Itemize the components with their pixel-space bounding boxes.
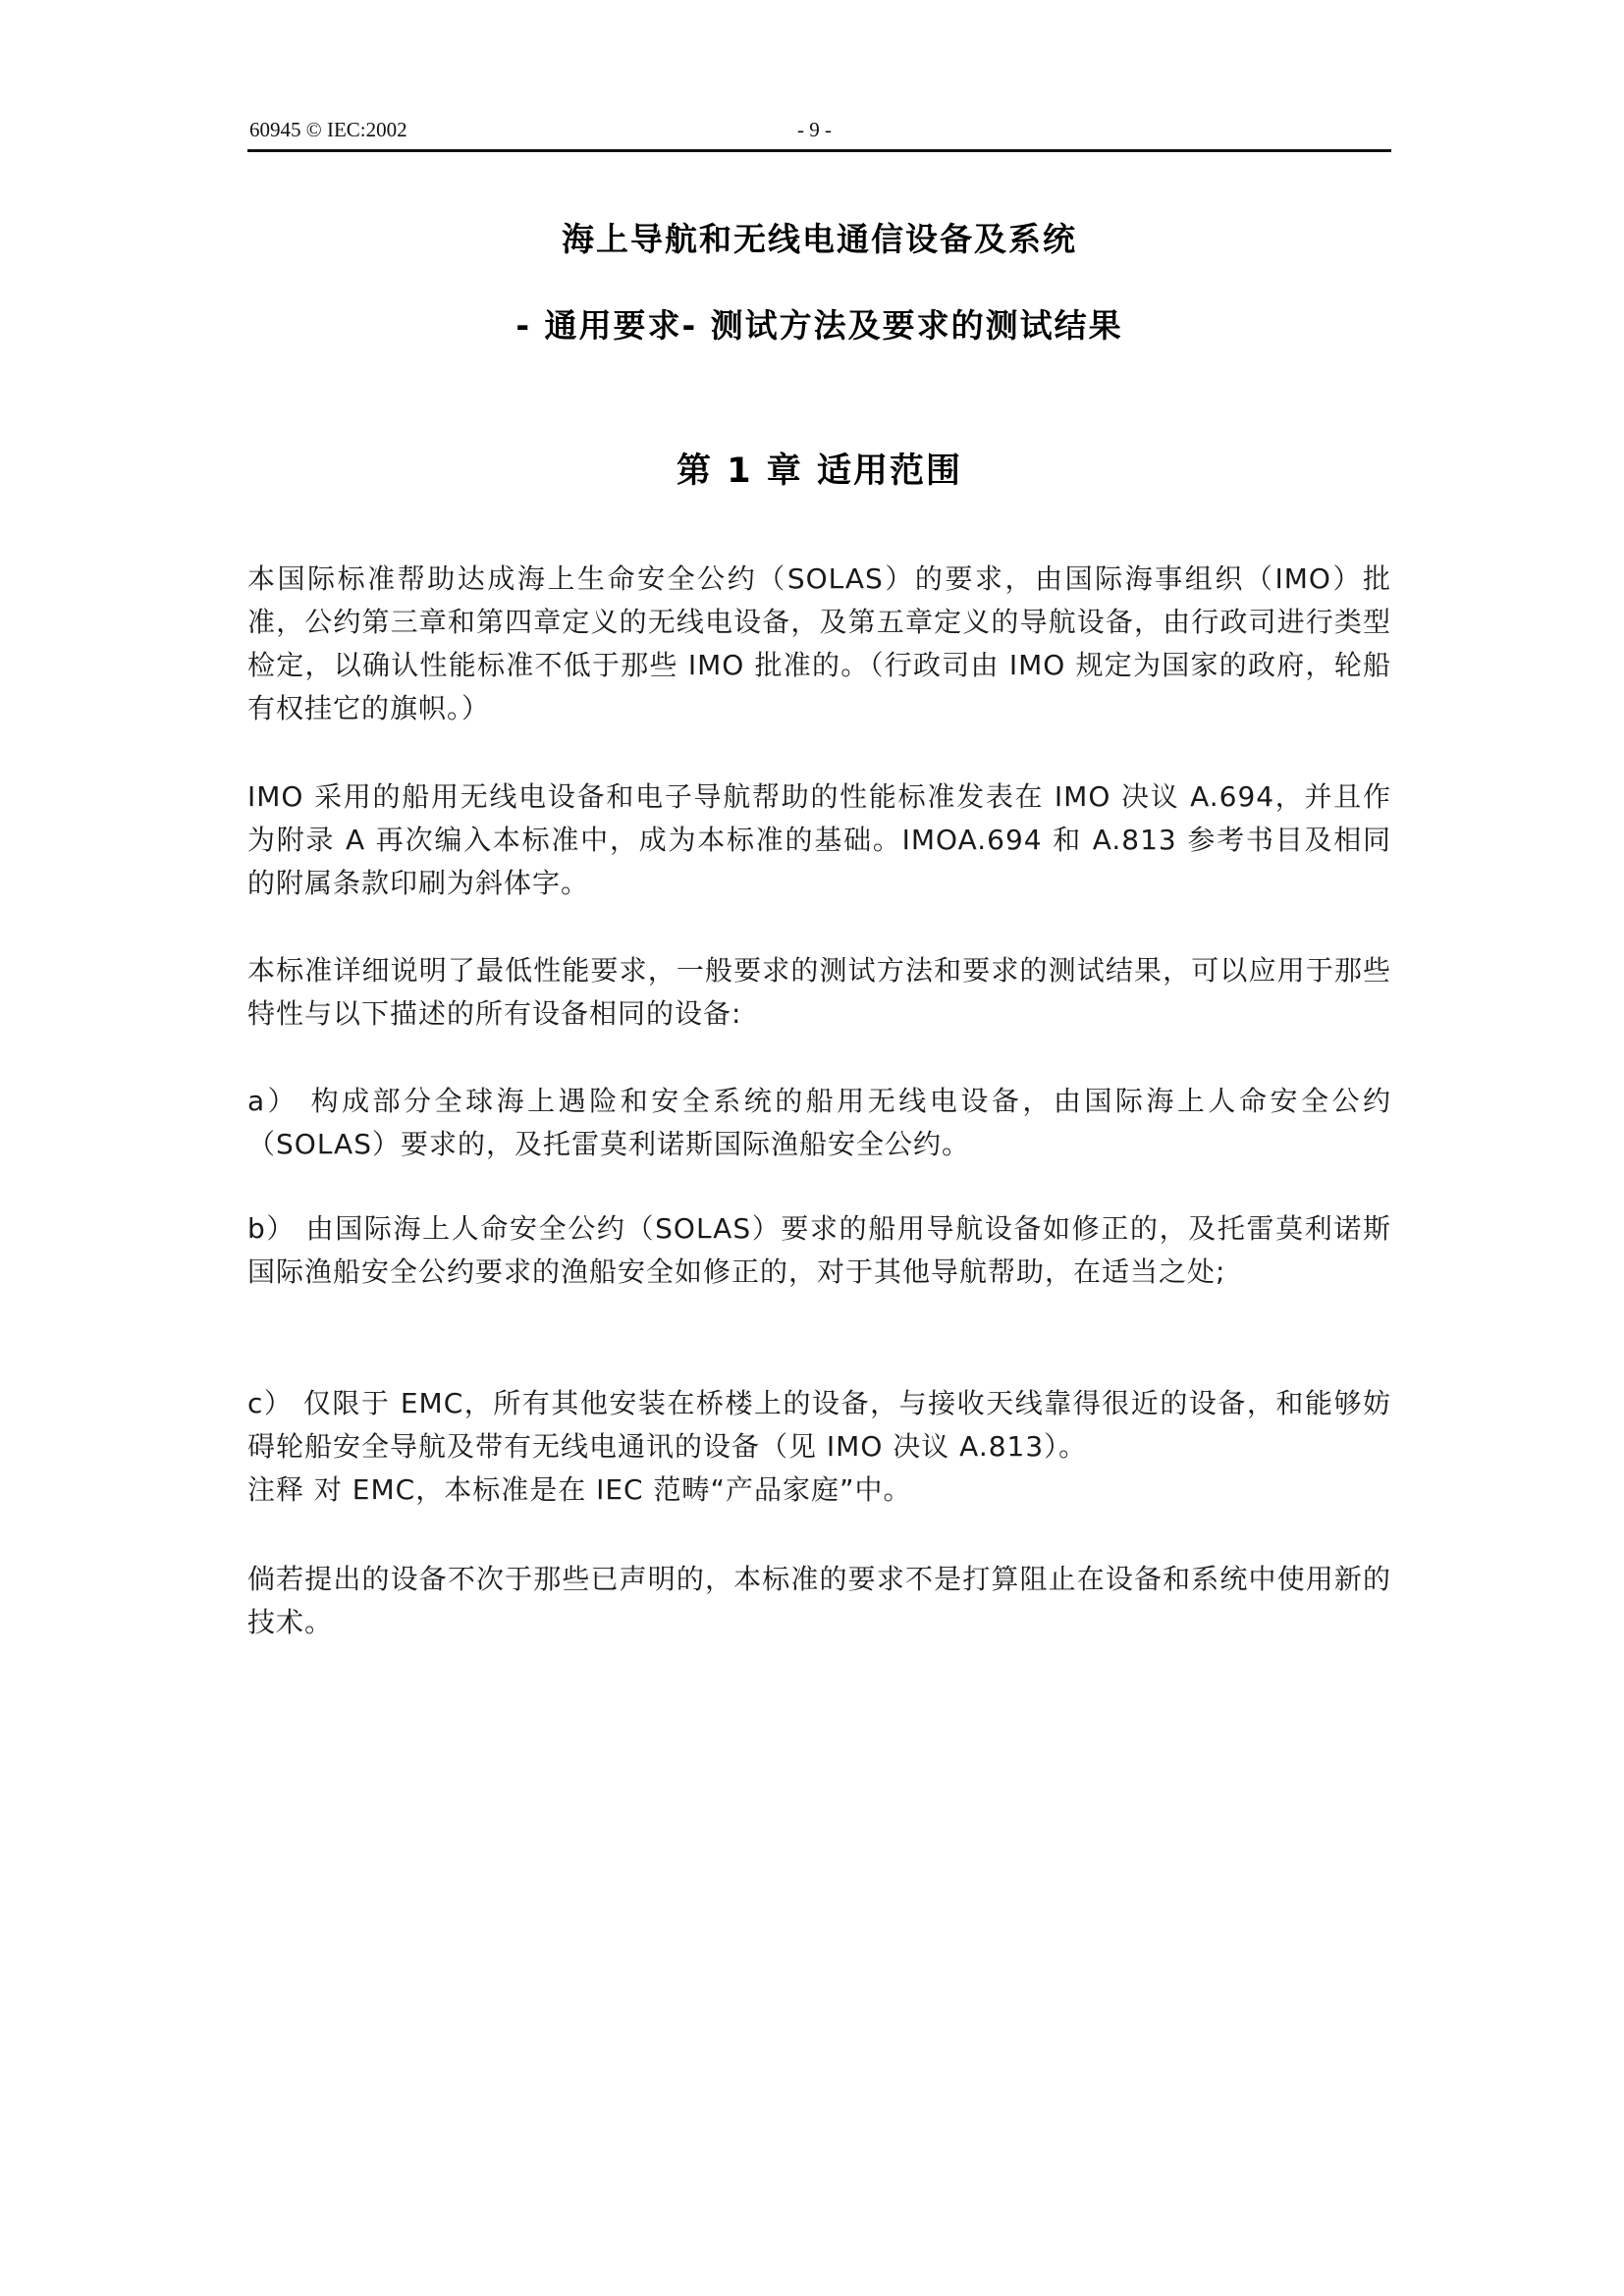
- chapter-heading: 第 1 章 适用范围: [677, 452, 962, 491]
- document-subtitle: - 通用要求- 测试方法及要求的测试结果: [515, 306, 1123, 345]
- page-header: [247, 116, 1391, 152]
- paragraph-imo-standards: IMO 采用的船用无线电设备和电子导航帮助的性能标准发表在 IMO 决议 A.694，并且作为附录 A 再次编入本标准中，成为本标准的基础。IMOA.694 和 A.813 参考书目及相同的附属条款印刷为斜体字。: [247, 780, 1391, 899]
- page-number: - 9 -: [797, 118, 832, 141]
- standard-id: 60945 © IEC:2002: [249, 118, 407, 141]
- note-emc: 注释 对 EMC，本标准是在 IEC 范畴“产品家庭”中。: [247, 1473, 912, 1506]
- document-title: 海上导航和无线电通信设备及系统: [562, 220, 1077, 258]
- list-item-b: b） 由国际海上人命安全公约（SOLAS）要求的船用导航设备如修正的，及托雷莫利诺斯国际渔船安全公约要求的渔船安全如修正的，对于其他导航帮助，在适当之处;: [247, 1212, 1391, 1288]
- list-item-c-text: c） 仅限于 EMC，所有其他安装在桥楼上的设备，与接收天线靠得很近的设备，和能够妨碍轮船安全导航及带有无线电通讯的设备（见 IMO 决议 A.813）。: [247, 1387, 1391, 1463]
- paragraph-scope-intro: 本国际标准帮助达成海上生命安全公约（SOLAS）的要求，由国际海事组织（IMO）批准，公约第三章和第四章定义的无线电设备，及第五章定义的导航设备，由行政司进行类型检定，以确认性能标准不低于那些 IMO 批准的。（行政司由 IMO 规定为国家的政府，轮船有权挂它的旗帜。）: [247, 562, 1391, 724]
- paragraph-requirements: 本标准详细说明了最低性能要求，一般要求的测试方法和要求的测试结果，可以应用于那些特性与以下描述的所有设备相同的设备:: [247, 954, 1391, 1030]
- list-item-c: [247, 1382, 1391, 1512]
- list-item-a: a） 构成部分全球海上遇险和安全系统的船用无线电设备，由国际海上人命安全公约（SOLAS）要求的，及托雷莫利诺斯国际渔船安全公约。: [247, 1085, 1391, 1160]
- paragraph-new-technology: 倘若提出的设备不次于那些已声明的，本标准的要求不是打算阻止在设备和系统中使用新的技术。: [247, 1563, 1391, 1638]
